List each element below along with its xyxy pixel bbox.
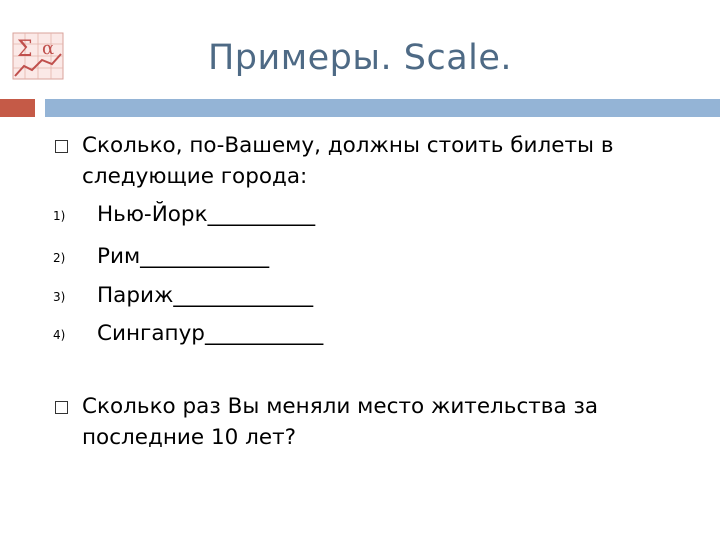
list-item: Париж_____________	[97, 283, 314, 308]
bullet-square-icon	[55, 401, 68, 414]
list-item-number: 1)	[53, 209, 66, 223]
list-item-number: 2)	[53, 251, 66, 265]
list-item: Нью-Йорк__________	[97, 202, 316, 227]
slide-title: Примеры. Scale.	[207, 38, 513, 78]
list-item: Рим____________	[97, 244, 270, 269]
bullet-square-icon	[55, 140, 68, 153]
list-item-number: 4)	[53, 328, 66, 342]
list-item-number: 3)	[53, 290, 66, 304]
list-item: Сингапур___________	[97, 321, 324, 346]
bullet-2-line-1: Сколько раз Вы меняли место жительства за	[82, 394, 599, 419]
title-rule	[45, 99, 720, 117]
title-rule-accent	[0, 99, 35, 117]
svg-text:α: α	[42, 38, 55, 59]
bullet-1-line-1: Сколько, по-Вашему, должны стоить билеты в	[82, 133, 614, 158]
bullet-2-line-2: последние 10 лет?	[82, 425, 297, 450]
svg-text:Σ: Σ	[17, 37, 33, 62]
bullet-1-line-2: следующие города:	[82, 164, 308, 189]
